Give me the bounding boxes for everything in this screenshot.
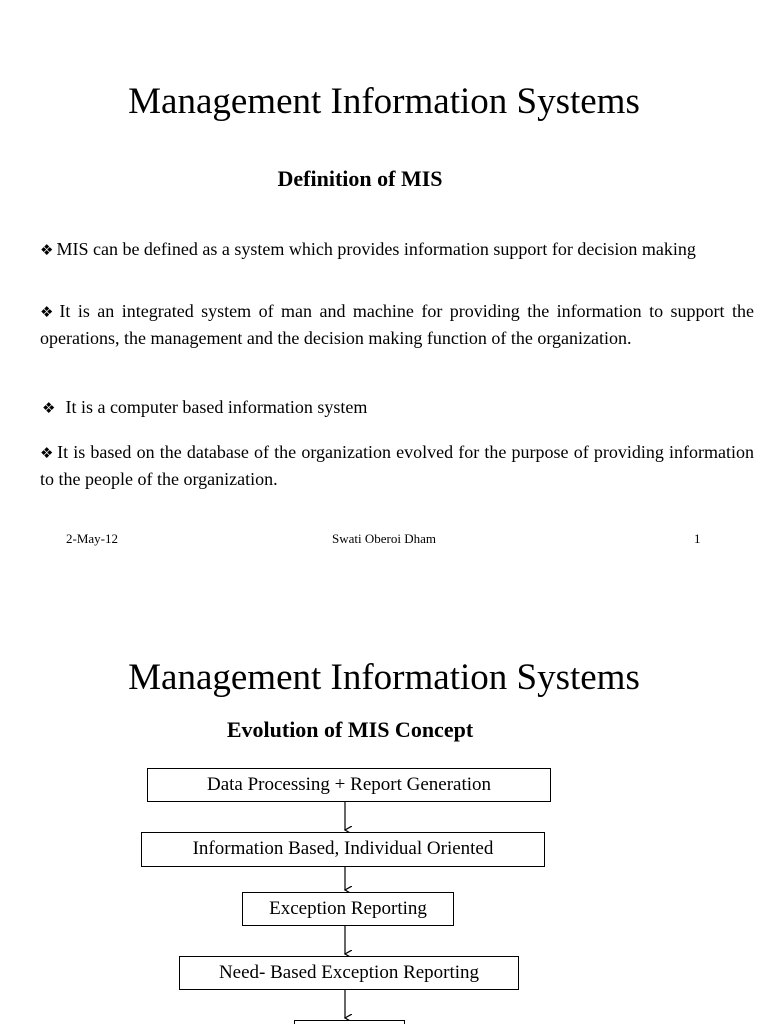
slide-subtitle: Definition of MIS <box>277 166 443 191</box>
bullet-item <box>40 236 754 263</box>
bullet-item <box>40 298 754 351</box>
bullet-text: It is based on the database of the organization evolved for the purpose of providing information to the people of the organization. <box>40 442 754 489</box>
slide-title: Management Information Systems <box>128 657 640 698</box>
bullet-text: It is a computer based information system <box>65 397 368 417</box>
slide-subtitle: Evolution of MIS Concept <box>226 717 474 742</box>
diamond-bullet-icon: ❖ <box>42 399 56 417</box>
bullet-item <box>40 394 754 421</box>
footer-author: Swati Oberoi Dham <box>332 531 436 546</box>
flow-step: Need- Based Exception Reporting <box>179 956 519 990</box>
bullet-text: MIS can be defined as a system which provides information support for decision making <box>56 239 696 259</box>
flow-step: Exception Reporting <box>242 892 454 926</box>
footer-page-number: 1 <box>694 531 701 546</box>
flow-step: Data Processing + Report Generation <box>147 768 551 802</box>
diamond-bullet-icon: ❖ <box>40 303 57 321</box>
bullet-text: It is an integrated system of man and machine for providing the information to support the operations, the management and the decision making function of the organization. <box>40 301 754 348</box>
bullet-item <box>40 439 754 492</box>
slide-footer <box>0 530 768 548</box>
evolution-flowchart <box>0 600 768 1024</box>
diamond-bullet-icon: ❖ <box>40 444 55 462</box>
flow-step <box>294 1020 405 1024</box>
slide-title: Management Information Systems <box>128 81 640 122</box>
diamond-bullet-icon: ❖ <box>40 241 54 259</box>
slide-evolution <box>0 600 768 1024</box>
footer-date: 2-May-12 <box>66 531 118 546</box>
flow-step: Information Based, Individual Oriented <box>141 832 545 867</box>
